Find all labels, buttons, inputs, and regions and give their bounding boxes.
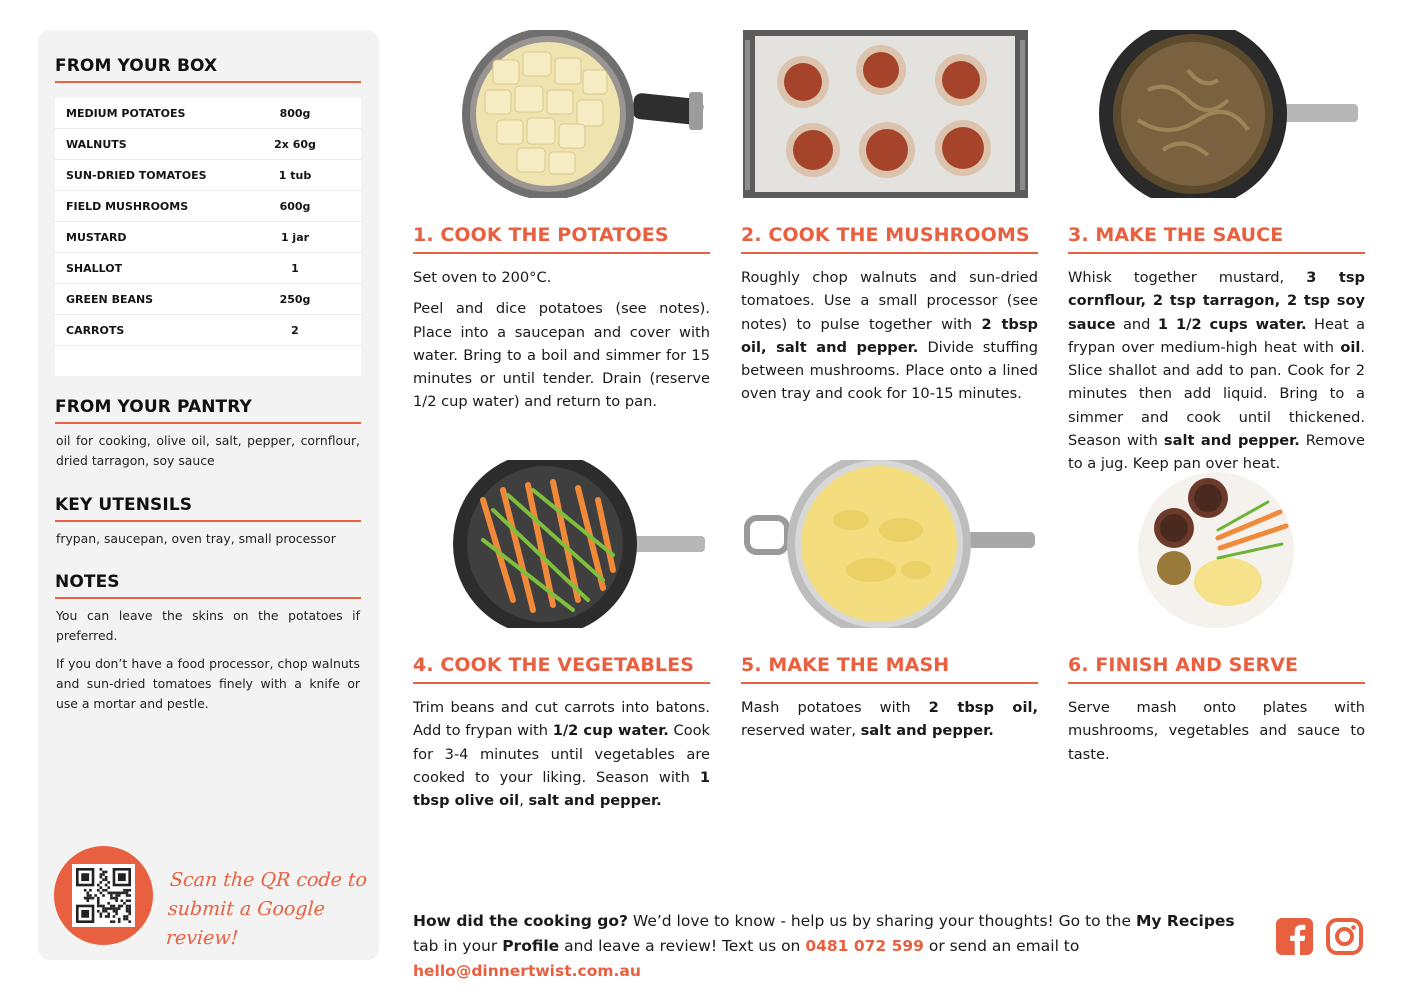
step-text-run: 3 tsp cornflour, 2 tsp tarragon, 2 tsp soy sauce [1068, 269, 1365, 333]
step-6-title: 6. FINISH AND SERVE [1068, 654, 1365, 684]
step-text-run: Peel and dice potatoes (see notes). Place into a saucepan and cover with water. Bring to a boil and simmer for 15 minutes or until tender. Drain (reserve 1/2 cup water) and return to pan. [413, 300, 710, 411]
step-text-run: oil [1340, 338, 1361, 356]
step-text-run: Trim beans and cut carrots into batons. Add to frypan with [413, 699, 710, 740]
qr-badge[interactable] [54, 846, 153, 945]
pantry-heading: FROM YOUR PANTRY [55, 397, 361, 424]
step-1-body [413, 266, 710, 422]
ingredient-name: MEDIUM POTATOES [66, 106, 186, 120]
pantry-text: oil for cooking, olive oil, salt, pepper, cornflour, dried tarragon, soy sauce [56, 433, 360, 468]
footer-text-run: My Recipes [1135, 912, 1235, 930]
ingredient-quantity: 600g [279, 199, 311, 213]
step-2-title: 2. COOK THE MUSHROOMS [741, 224, 1038, 254]
step-5-title: 5. MAKE THE MASH [741, 654, 1038, 684]
ingredient-row [55, 129, 361, 160]
step-6-body [1068, 696, 1365, 774]
notes-heading: NOTES [55, 572, 361, 599]
ingredient-row [55, 160, 361, 191]
step-text-run: 2 tbsp oil, [928, 699, 1038, 716]
step-text-run: Whisk together mustard, [1068, 269, 1307, 286]
step-text-run: Heat a frypan over medium-high heat with [1068, 315, 1366, 356]
footer-text-run: We’d love to know - help us by sharing your thoughts! Go to the [627, 912, 1136, 930]
notes-text [56, 606, 360, 722]
ingredient-name: CARROTS [66, 323, 125, 337]
step-text-run: salt and pepper. [1163, 432, 1300, 450]
step-text-run: , [519, 792, 529, 810]
step-text-run: 1/2 cup water. [552, 722, 669, 740]
step-4-body [413, 696, 710, 820]
step-text-run: Divide stuffing between mushrooms. Place onto a lined oven tray and cook for 10-15 minutes. [741, 338, 1039, 403]
ingredient-name: MUSTARD [66, 230, 127, 244]
ingredient-row [55, 253, 361, 284]
step-text-run: . Slice shallot and add to pan. Cook for 2 minutes then add liquid. Bring to a simmer and cook until thickened. Season with [1068, 338, 1365, 450]
footer-text-run: and leave a review! Text us on [559, 937, 806, 955]
box-ingredients-table [55, 98, 361, 376]
ingredient-row [55, 191, 361, 222]
step-text-run: Serve mash onto plates with mushrooms, vegetables and sauce to taste. [1068, 699, 1365, 763]
step-5-body [741, 696, 1038, 751]
step-paragraph [413, 297, 710, 413]
step-3-body [1068, 266, 1365, 484]
step-2-photo [741, 30, 1038, 198]
step-paragraph [413, 266, 710, 289]
step-text-run: and [1115, 315, 1158, 333]
footer-text-run: tab in your [413, 937, 503, 955]
ingredient-name: SUN-DRIED TOMATOES [66, 168, 207, 182]
step-text-run: Cook for 3-4 minutes until vegetables are cooked to your liking. Season with [413, 722, 711, 786]
step-paragraph [1068, 696, 1365, 766]
ingredient-quantity: 1 [291, 261, 299, 275]
qr-code-icon[interactable] [72, 864, 135, 927]
step-4-photo [413, 460, 710, 628]
ingredient-quantity: 1 jar [280, 230, 310, 244]
step-text-run: Set oven to 200°C. [413, 269, 552, 286]
facebook-icon[interactable] [1276, 918, 1313, 955]
utensils-text: frypan, saucepan, oven tray, small processor [56, 531, 336, 546]
note-item: If you don’t have a food processor, chop walnuts and sun-dried tomatoes finely with a knife or use a mortar and pestle. [56, 656, 360, 711]
ingredient-quantity: 2x 60g [274, 137, 316, 151]
qr-caption: Scan the QR code to submit a Google review! [165, 869, 368, 949]
step-text-run: salt and pepper. [528, 792, 662, 810]
ingredient-quantity: 800g [279, 106, 311, 120]
ingredient-name: GREEN BEANS [66, 292, 154, 306]
ingredient-row [55, 222, 361, 253]
step-paragraph [741, 696, 1038, 743]
ingredient-row [55, 315, 361, 346]
ingredient-name: WALNUTS [66, 137, 127, 151]
ingredient-name: SHALLOT [66, 261, 123, 275]
footer-text-run: Profile [502, 937, 560, 955]
step-text-run: salt and pepper. [860, 722, 994, 740]
footer-text-run: How did the cooking go? [413, 912, 628, 930]
footer-text-run[interactable]: 0481 072 599 [805, 937, 924, 955]
ingredients-sidebar [38, 30, 379, 960]
footer-text-run: or send an email to [923, 937, 1080, 955]
step-text-run: Remove to a jug. Keep pan over heat. [1068, 432, 1365, 473]
ingredient-quantity: 250g [279, 292, 311, 306]
ingredient-quantity: 2 [291, 323, 299, 337]
ingredient-quantity: 1 tub [278, 168, 312, 182]
step-2-body [741, 266, 1038, 414]
step-text-run: 1 tbsp olive oil [413, 768, 710, 810]
step-3-title: 3. MAKE THE SAUCE [1068, 224, 1365, 254]
step-text-run: 2 tbsp oil, salt and pepper. [741, 315, 1038, 356]
ingredient-row [55, 284, 361, 315]
step-paragraph [413, 696, 710, 812]
step-1-title: 1. COOK THE POTATOES [413, 224, 710, 254]
instagram-icon[interactable] [1326, 918, 1363, 955]
step-5-photo [741, 460, 1038, 628]
step-text-run: Roughly chop walnuts and sun-dried tomatoes. Use a small processor (see notes) to pulse together with [741, 269, 1038, 333]
step-6-photo [1068, 460, 1365, 628]
note-item: You can leave the skins on the potatoes if preferred. [56, 608, 360, 643]
step-text-run: 1 1/2 cups water. [1157, 315, 1307, 333]
ingredient-row [55, 98, 361, 129]
step-paragraph [741, 266, 1038, 406]
box-heading: FROM YOUR BOX [55, 56, 361, 83]
step-paragraph [1068, 266, 1365, 476]
step-1-photo [413, 30, 710, 198]
review-footer [413, 909, 1263, 984]
footer-text-run[interactable]: hello@dinnertwist.com.au [413, 962, 641, 980]
step-text-run: reserved water, [741, 722, 861, 740]
utensils-heading: KEY UTENSILS [55, 495, 361, 522]
ingredient-name: FIELD MUSHROOMS [66, 199, 189, 213]
step-text-run: Mash potatoes with [741, 699, 929, 716]
step-3-photo [1068, 30, 1365, 198]
step-4-title: 4. COOK THE VEGETABLES [413, 654, 710, 684]
